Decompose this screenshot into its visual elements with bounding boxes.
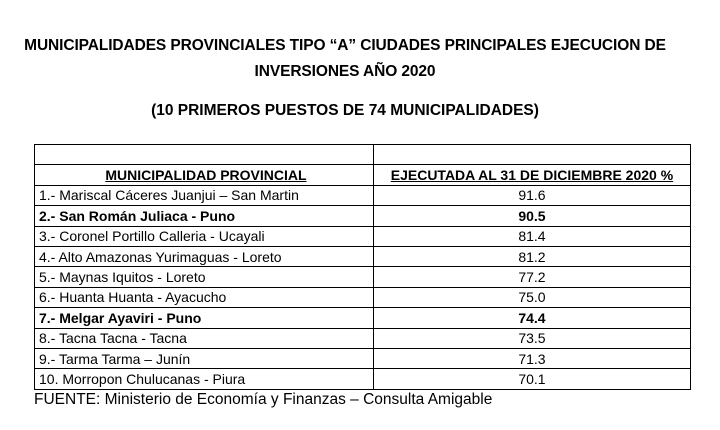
- row-value: 71.3: [373, 348, 690, 368]
- row-name: 7.- Melgar Ayaviri - Puno: [35, 308, 374, 328]
- row-value: 73.5: [373, 328, 690, 348]
- document-subtitle: (10 PRIMEROS PUESTOS DE 74 MUNICIPALIDADES): [151, 102, 539, 119]
- row-name: 2.- San Román Juliaca - Puno: [35, 206, 374, 226]
- row-value: 77.2: [373, 267, 690, 287]
- table-row: [35, 226, 691, 246]
- table-header-row: [35, 165, 691, 185]
- row-name: 10. Morropon Chulucanas - Piura: [35, 369, 374, 389]
- row-value: 75.0: [373, 287, 690, 307]
- title-line-1: MUNICIPALIDADES PROVINCIALES TIPO “A” CIUDADES PRINCIPALES EJECUCION DE: [24, 37, 666, 54]
- row-name: 5.- Maynas Iquitos - Loreto: [35, 267, 374, 287]
- source-note: FUENTE: Ministerio de Economía y Finanzas – Consulta Amigable: [34, 391, 493, 408]
- header-ejecutada: EJECUTADA AL 31 DE DICIEMBRE 2020 %: [373, 165, 690, 185]
- row-value: 90.5: [373, 206, 690, 226]
- row-value: 74.4: [373, 308, 690, 328]
- table-row: [35, 246, 691, 266]
- table-row: [35, 348, 691, 368]
- table-top-spacer: [35, 145, 691, 165]
- row-name: 6.- Huanta Huanta - Ayacucho: [35, 287, 374, 307]
- title-line-2: INVERSIONES AÑO 2020: [254, 63, 436, 80]
- row-value: 70.1: [373, 369, 690, 389]
- row-value: 81.2: [373, 246, 690, 266]
- row-value: 91.6: [373, 185, 690, 205]
- document-title: [0, 33, 690, 85]
- row-name: 4.- Alto Amazonas Yurimaguas - Loreto: [35, 246, 374, 266]
- table-row: [35, 267, 691, 287]
- table-row: [35, 328, 691, 348]
- row-name: 8.- Tacna Tacna - Tacna: [35, 328, 374, 348]
- row-name: 3.- Coronel Portillo Calleria - Ucayali: [35, 226, 374, 246]
- table-row: [35, 287, 691, 307]
- table-row: [35, 206, 691, 226]
- ranking-table: [34, 144, 691, 390]
- table-row: [35, 369, 691, 389]
- row-name: 1.- Mariscal Cáceres Juanjui – San Martin: [35, 185, 374, 205]
- row-name: 9.- Tarma Tarma – Junín: [35, 348, 374, 368]
- row-value: 81.4: [373, 226, 690, 246]
- header-municipalidad: MUNICIPALIDAD PROVINCIAL: [35, 165, 374, 185]
- table-row: [35, 185, 691, 205]
- table-row: [35, 308, 691, 328]
